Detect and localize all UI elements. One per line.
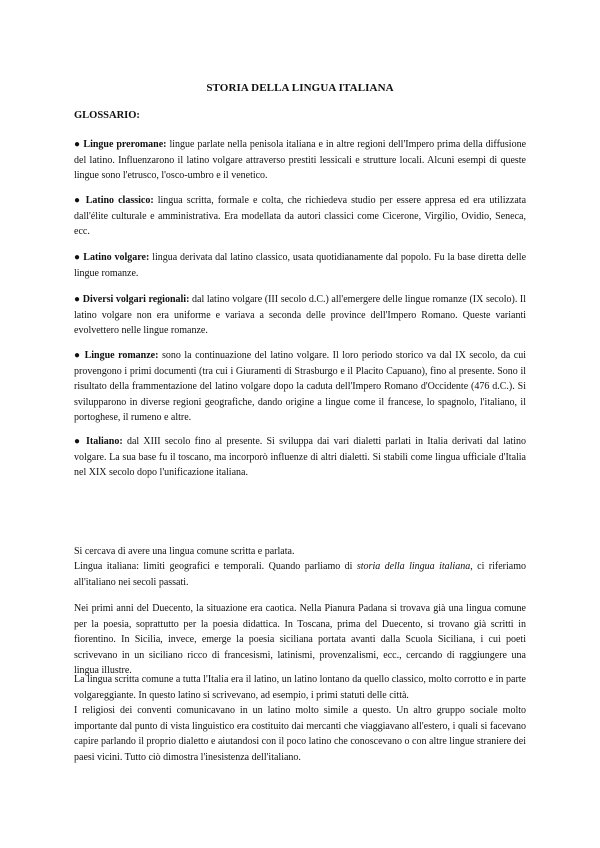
glossary-entry-lingue-romanze — [74, 348, 526, 426]
bullet-icon: ● — [74, 294, 81, 305]
bullet-icon: ● — [74, 252, 81, 263]
bullet-icon: ● — [74, 195, 82, 206]
bullet-icon: ● — [74, 350, 82, 361]
bullet-icon: ● — [74, 436, 82, 447]
body-italic-phrase: storia della lingua italiana — [356, 561, 471, 572]
glossary-term: Latino classico: — [85, 195, 154, 206]
glossary-term: Italiano: — [86, 436, 123, 447]
glossary-definition: lingue parlate nella penisola italiana e in altre regioni dell'Impero prima della diffusione del latino. Influenzarono il latino volgare attraverso prestiti lessicali e strutture locali. Alcuni esempi di queste lingue sono l'etrusco, l'osco-umbro e il venetico. — [74, 139, 527, 181]
body-paragraph-intro: Si cercava di avere una lingua comune scritta e parlata. — [74, 546, 295, 557]
document-title: STORIA DELLA LINGUA ITALIANA — [206, 82, 394, 94]
glossary-entry-lingue-preromane — [74, 137, 526, 184]
body-text-segment: , ci riferiamo all'italiano nei secoli passati. — [74, 561, 526, 588]
glossary-entry-diversi-volgari-regionali — [74, 292, 526, 339]
body-paragraph-religiosi-mercanti: I religiosi dei conventi comunicavano in un latino molto simile a questo. Un altro gruppo sociale molto importante dal punto di vista linguistico era costituito dai mercanti che viaggiavano all'estero, i quali si facevano capire parlando il proprio dialetto e aiutandosi con il poco latino che conoscevano o con altre lingue straniere dei paesi vicini. Tutto ciò dimostra l'inesistenza dell'italiano. — [74, 705, 526, 763]
glossary-definition: dal XIII secolo fino al presente. Si sviluppa dai vari dialetti parlati in Italia derivati dal latino volgare. La sua base fu il toscano, ma incorporò influenze di altri dialetti. Si stabilì come lingua ufficiale d'Italia nel XIX secolo dopo l'unificazione italiana. — [74, 436, 527, 478]
glossary-term: Lingue romanze: — [84, 350, 159, 361]
bullet-icon: ● — [74, 139, 81, 150]
glossary-term: Latino volgare: — [83, 252, 150, 263]
glossary-heading: GLOSSARIO: — [74, 110, 140, 121]
glossary-definition: lingua derivata dal latino classico, usata quotidianamente dal popolo. Fu la base diretta delle lingue romanze. — [74, 252, 527, 279]
glossary-definition: dal latino volgare (III secolo d.C.) all'emergere delle lingue romanze (IX secolo). Il latino volgare non era uniforme e variava a seconda delle province dell'Impero Romano. Queste varianti evolvettero nelle lingue romanze. — [74, 294, 527, 336]
glossary-entry-latino-volgare — [74, 250, 526, 281]
body-paragraph-definition — [74, 559, 526, 590]
glossary-entry-italiano — [74, 434, 526, 481]
glossary-term: Diversi volgari regionali: — [82, 294, 190, 305]
glossary-definition: lingua scritta, formale e colta, che richiedeva studio per essere appresa ed era utilizzata dall'élite culturale e amministrativa. Era modellata da autori classici come Cicerone, Virgilio, Ovidio, Seneca, ecc. — [74, 195, 527, 237]
body-paragraph-latino-scritto: La lingua scritta comune a tutta l'Italia era il latino, un latino lontano da quello classico, molto corrotto e in parte volgareggiante. In questo latino si scrivevano, ad esempio, i primi statuti delle città. — [74, 674, 526, 701]
body-text-segment: Lingua italiana: limiti geografici e temporali. Quando parliamo di — [74, 561, 357, 572]
glossary-term: Lingue preromane: — [83, 139, 167, 150]
glossary-definition: sono la continuazione del latino volgare. Il loro periodo storico va dal IX secolo, da cui provengono i primi documenti (tra cui i Giuramenti di Strasburgo e il Placito Capuano), fino al presente. Sono il risultato della frammentazione del latino volgare dopo la caduta dell'Impero Romano d'Occidente (476 d.C.). Si svilupparono in diverse regioni geografiche, dando origine a lingue come il francese, lo spagnolo, l'italiano, il portoghese, il rumeno e altre. — [74, 350, 527, 423]
body-paragraph-duecento: Nei primi anni del Duecento, la situazione era caotica. Nella Pianura Padana si trovava già una lingua comune per la poesia, soprattutto per la poesia didattica. In Toscana, prima del Duecento, si trovano già scritti in fiorentino. In Sicilia, invece, emerge la poesia siciliana portata avanti dalla Scuola Siciliana, i cui poeti scrivevano in un siciliano ricco di francesismi, latinismi, provenzalismi, ecc., cercando di raggiungere una lingua illustre. — [74, 603, 526, 676]
glossary-entry-latino-classico — [74, 193, 526, 240]
